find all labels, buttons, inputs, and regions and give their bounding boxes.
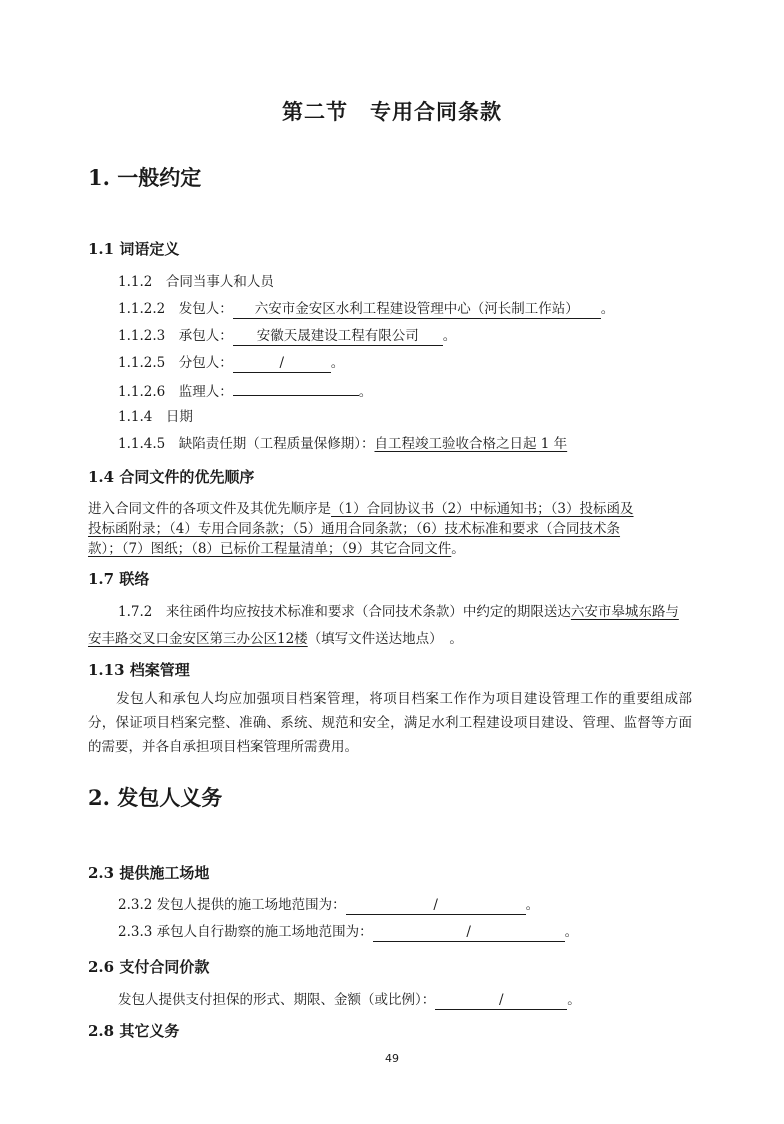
supervisor-value xyxy=(233,378,359,396)
delivery-address-part-1: 六安市皋城东路与 xyxy=(570,604,679,620)
priority-end: 。 xyxy=(451,541,465,557)
contact-text: 1.7.2 来往函件均应按技术标准和要求（合同技术条款）中约定的期限送达 xyxy=(118,604,571,620)
subsection-heading-2-3: 2.3 提供施工场地 xyxy=(88,864,210,882)
period: 。 xyxy=(600,301,615,317)
subsection-heading-1-13: 1.13 档案管理 xyxy=(88,661,190,679)
employer-label: 1.1.2.2 发包人： xyxy=(118,301,233,317)
page-number: 49 xyxy=(385,1052,399,1065)
page-title: 第二节 专用合同条款 xyxy=(282,99,502,124)
delivery-note: （填写文件送达地点） 。 xyxy=(307,631,463,647)
period: 。 xyxy=(442,328,457,344)
payment-guarantee-value: / xyxy=(435,992,567,1010)
priority-lead: 进入合同文件的各项文件及其优先顺序是 xyxy=(88,501,331,517)
clause-contractor xyxy=(118,324,456,346)
period: 。 xyxy=(330,355,345,371)
payment-guarantee-label: 发包人提供支付担保的形式、期限、金额（或比例）： xyxy=(118,992,436,1008)
site-scope-contractor-value: / xyxy=(373,924,565,942)
site-scope-employer-value: / xyxy=(346,897,526,915)
priority-line-1 xyxy=(88,497,634,517)
defects-period-value: 自工程竣工验收合格之日起 1 年 xyxy=(374,436,568,452)
clause-payment-guarantee xyxy=(118,988,581,1010)
contractor-label: 1.1.2.3 承包人： xyxy=(118,328,233,344)
defects-period-label: 1.1.4.5 缺陷责任期（工程质量保修期）： xyxy=(118,436,375,452)
clause-2-3-3 xyxy=(118,920,578,942)
clause-employer xyxy=(118,297,614,319)
period: 。 xyxy=(525,897,540,913)
clause-2-3-2 xyxy=(118,893,539,915)
priority-list-part-3: 款）；（7）图纸；（8）已标价工程量清单；（9）其它合同文件 xyxy=(88,541,452,557)
site-scope-employer-label: 2.3.2 发包人提供的施工场地范围为： xyxy=(118,897,346,913)
contractor-value: 安徽天晟建设工程有限公司 xyxy=(233,328,443,346)
contact-line-2 xyxy=(88,627,463,647)
section-heading-1: 1. 一般约定 xyxy=(88,165,202,190)
subsection-heading-1-4: 1.4 合同文件的优先顺序 xyxy=(88,468,255,486)
clause-1-1-4: 1.1.4 日期 xyxy=(118,409,193,425)
priority-list-part-2: 投标函附录；（4）专用合同条款；（5）通用合同条款；（6）技术标准和要求（合同技术条 xyxy=(88,521,621,537)
subsection-heading-1-1: 1.1 词语定义 xyxy=(88,240,180,258)
subsection-heading-1-7: 1.7 联络 xyxy=(88,570,150,588)
clause-supervisor xyxy=(118,378,372,400)
subcontractor-value: / xyxy=(233,355,331,373)
period: 。 xyxy=(564,924,579,940)
subcontractor-label: 1.1.2.5 分包人： xyxy=(118,355,233,371)
clause-subcontractor xyxy=(118,351,344,373)
subsection-heading-2-6: 2.6 支付合同价款 xyxy=(88,958,210,976)
period: 。 xyxy=(567,992,581,1008)
contact-line-1 xyxy=(118,600,679,620)
subsection-heading-2-8: 2.8 其它义务 xyxy=(88,1022,180,1040)
delivery-address-part-2: 安丰路交叉口金安区第三办公区12楼 xyxy=(88,631,308,647)
priority-line-3 xyxy=(88,537,465,557)
archive-management-paragraph: 发包人和承包人均应加强项目档案管理，将项目档案工作作为项目建设管理工作的重要组成部分，保证项目档案完整、准确、系统、规范和安全，满足水利工程建设项目建设、管理、监督等方面的需要，并各自承担项目档案管理所需费用。 xyxy=(88,691,692,755)
period: 。 xyxy=(358,384,373,400)
employer-value: 六安市金安区水利工程建设管理中心（河长制工作站） xyxy=(233,301,601,319)
clause-defects-period xyxy=(118,432,567,452)
priority-list-part-1: （1）合同协议书（2）中标通知书；（3）投标函及 xyxy=(331,501,634,517)
supervisor-label: 1.1.2.6 监理人： xyxy=(118,384,233,400)
section-heading-2: 2. 发包人义务 xyxy=(88,785,223,810)
site-scope-contractor-label: 2.3.3 承包人自行勘察的施工场地范围为： xyxy=(118,924,373,940)
clause-1-1-2: 1.1.2 合同当事人和人员 xyxy=(118,274,274,290)
